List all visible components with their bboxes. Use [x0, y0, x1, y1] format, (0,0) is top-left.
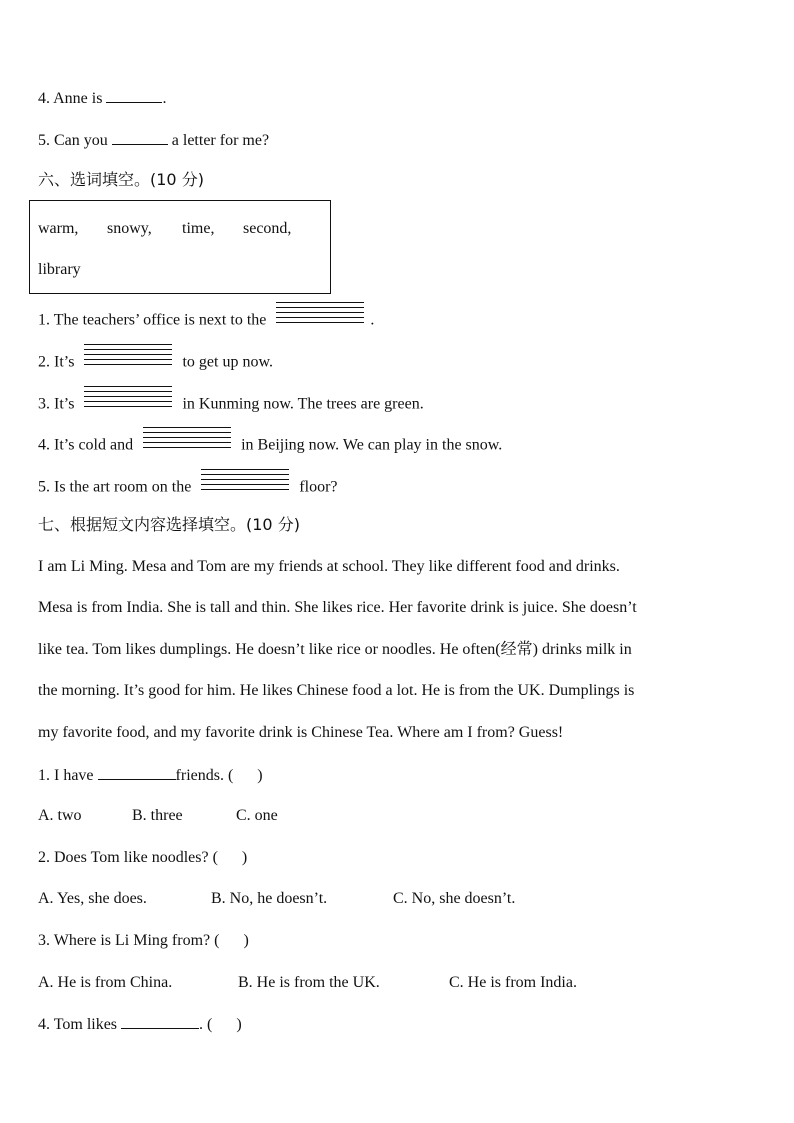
- sentence-text: Anne is: [53, 90, 103, 107]
- option-b[interactable]: B. He is from the UK.: [238, 974, 380, 991]
- passage-line: my favorite food, and my favorite drink is Chinese Tea. Where am I from? Guess!: [38, 724, 564, 741]
- question-1: [38, 765, 263, 786]
- sentence-text: 3. It’s: [38, 395, 75, 413]
- item-number: 5.: [38, 132, 50, 149]
- question-text: 2. Does Tom like noodles?: [38, 849, 209, 866]
- option-c[interactable]: C. He is from India.: [449, 974, 577, 991]
- answer-parentheses[interactable]: ( ): [214, 932, 249, 949]
- option-b[interactable]: B. No, he doesn’t.: [211, 890, 328, 907]
- fill-sentence-6-3: [38, 394, 424, 416]
- question-text: friends.: [175, 767, 224, 784]
- question-text: 4. Tom likes: [38, 1016, 118, 1033]
- answer-blank[interactable]: [276, 302, 364, 324]
- fill-sentence-5: [38, 130, 269, 151]
- answer-blank[interactable]: [112, 130, 168, 145]
- question-text: 1. I have: [38, 767, 94, 784]
- sentence-text: .: [370, 311, 375, 329]
- passage-line: I am Li Ming. Mesa and Tom are my friends at school. They like different food and drinks.: [38, 558, 620, 575]
- fill-sentence-6-5: [38, 477, 338, 499]
- answer-blank[interactable]: [84, 344, 172, 366]
- question-2: [38, 848, 247, 868]
- sentence-text: in Kunming now. The trees are green.: [182, 395, 424, 413]
- answer-blank[interactable]: [201, 469, 289, 491]
- question-text: .: [199, 1016, 204, 1033]
- word-option: snowy,: [107, 220, 152, 237]
- sentence-text: in Beijing now. We can play in the snow.: [241, 436, 503, 454]
- answer-parentheses[interactable]: ( ): [207, 1016, 242, 1033]
- answer-parentheses[interactable]: ( ): [227, 767, 263, 784]
- sentence-text: 1. The teachers’ office is next to the: [38, 311, 267, 329]
- option-c[interactable]: C. one: [236, 807, 278, 824]
- option-b[interactable]: B. three: [132, 807, 183, 824]
- word-option: warm,: [38, 220, 79, 237]
- fill-sentence-6-1: [38, 310, 374, 332]
- passage-line: the morning. It’s good for him. He likes Chinese food a lot. He is from the UK. Dumplings is: [38, 682, 635, 699]
- answer-blank[interactable]: [106, 88, 162, 103]
- question-4: [38, 1014, 242, 1035]
- sentence-text: a letter for me?: [171, 132, 270, 149]
- option-a[interactable]: A. Yes, she does.: [38, 890, 147, 907]
- option-a[interactable]: A. two: [38, 807, 82, 824]
- word-option: second,: [243, 220, 292, 237]
- sentence-text: Can you: [54, 132, 108, 149]
- answer-blank[interactable]: [143, 427, 231, 449]
- sentence-text: 2. It’s: [38, 353, 75, 371]
- sentence-text: floor?: [299, 478, 338, 496]
- answer-parentheses[interactable]: ( ): [212, 849, 248, 866]
- sentence-text: to get up now.: [182, 353, 273, 371]
- sentence-text: .: [162, 90, 167, 107]
- passage-line: Mesa is from India. She is tall and thin. She likes rice. Her favorite drink is juice. She doesn’t: [38, 599, 637, 616]
- word-option: library: [38, 261, 81, 278]
- item-number: 4.: [38, 90, 50, 107]
- answer-blank[interactable]: [121, 1014, 199, 1029]
- question-3: [38, 931, 249, 951]
- sentence-text: 4. It’s cold and: [38, 436, 134, 454]
- answer-blank[interactable]: [98, 765, 176, 780]
- answer-blank[interactable]: [84, 386, 172, 408]
- section-6-heading: 六、选词填空。(10 分): [38, 170, 204, 189]
- sentence-text: 5. Is the art room on the: [38, 478, 192, 496]
- question-text: 3. Where is Li Ming from?: [38, 932, 211, 949]
- word-option: time,: [182, 220, 215, 237]
- fill-sentence-6-2: [38, 352, 273, 374]
- fill-sentence-6-4: [38, 435, 502, 457]
- section-7-heading: 七、根据短文内容选择填空。(10 分): [38, 515, 300, 534]
- word-bank: [29, 200, 331, 294]
- passage-line: like tea. Tom likes dumplings. He doesn’t like rice or noodles. He often(经常) drinks milk in: [38, 641, 632, 658]
- option-a[interactable]: A. He is from China.: [38, 974, 173, 991]
- fill-sentence-4: [38, 88, 166, 109]
- option-c[interactable]: C. No, she doesn’t.: [393, 890, 516, 907]
